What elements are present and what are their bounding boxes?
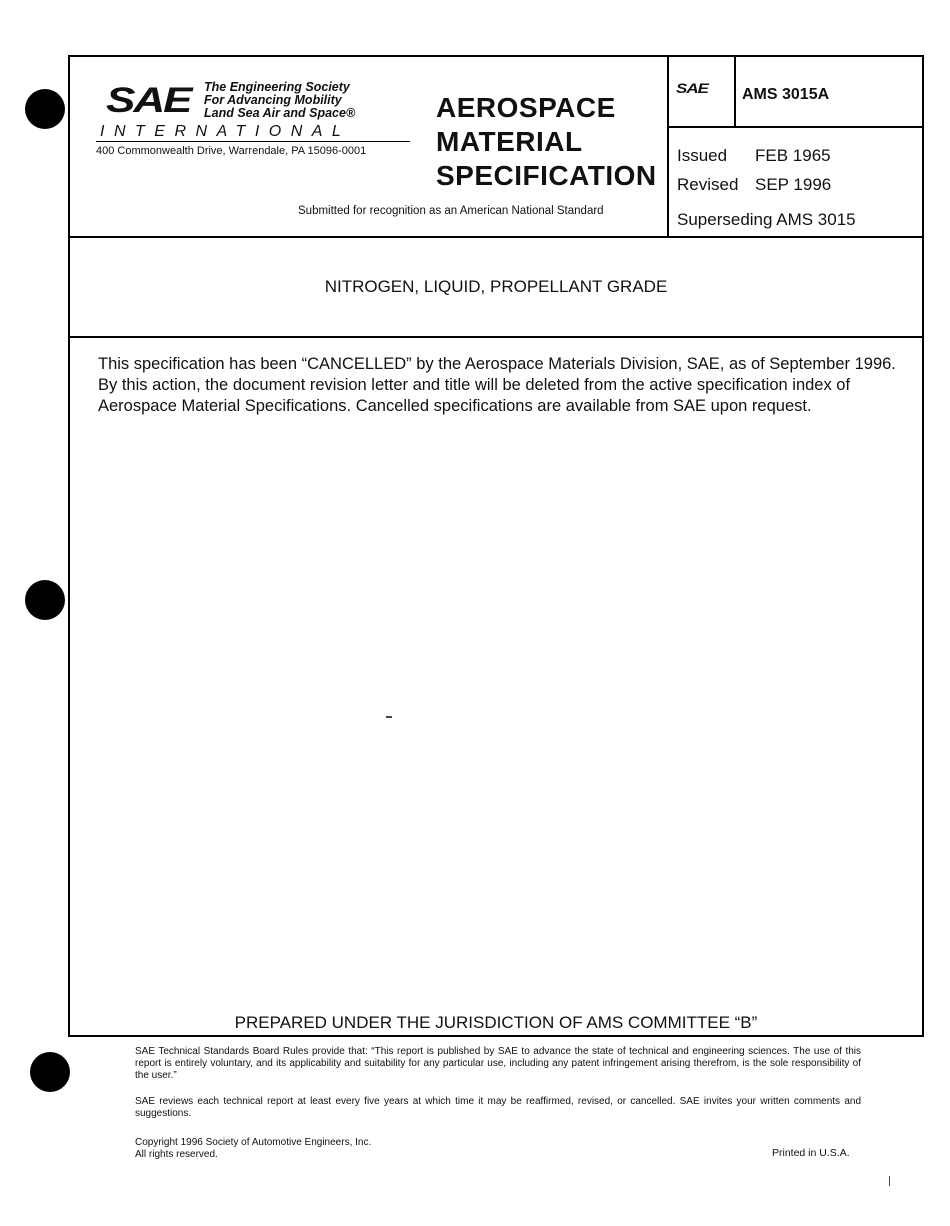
info-box-divider xyxy=(667,57,669,237)
scan-speck xyxy=(386,716,392,718)
cancellation-notice: This specification has been “CANCELLED” by the Aerospace Materials Division, SAE, as of September 1996. By this action, the document revision letter and title will be deleted from the active specification index of Aerospace Material Specifications. Cancelled specifications are available from SAE upon request. xyxy=(98,355,896,415)
issued-row: Issued FEB 1965 xyxy=(677,146,831,165)
issue-dates xyxy=(677,141,831,199)
superseding-note: Superseding AMS 3015 xyxy=(677,210,856,229)
document-type-title: AEROSPACE MATERIAL SPECIFICATION xyxy=(436,92,657,191)
info-box-rule xyxy=(667,126,922,128)
sae-tagline: The Engineering Society For Advancing Mobility Land Sea Air and Space® xyxy=(204,80,356,120)
footer-rules: SAE Technical Standards Board Rules provide that: “This report is published by SAE to advance the state of technical and engineering sciences. The use of this report is entirely voluntary, and its applicability and suitability for any particular use, including any patent infringement arising therefrom, is the sole responsibility of the user.” xyxy=(135,1046,861,1081)
submitted-note: Submitted for recognition as an American National Standard xyxy=(298,205,604,217)
subject-bottom-rule xyxy=(70,336,922,338)
sae-international: INTERNATIONAL xyxy=(100,123,351,140)
punch-hole-top xyxy=(25,89,65,129)
printed-in: Printed in U.S.A. xyxy=(772,1147,850,1159)
small-sae-logo: SAE xyxy=(676,81,708,97)
address-rule xyxy=(96,141,410,142)
document-subject: NITROGEN, LIQUID, PROPELLANT GRADE xyxy=(324,277,668,296)
sae-logo-mark: SAE xyxy=(106,81,191,121)
sae-address: 400 Commonwealth Drive, Warrendale, PA 15096-0001 xyxy=(96,145,367,157)
footer-review: SAE reviews each technical report at least every five years at which time it may be reaffirmed, revised, or cancelled. SAE invites your written comments and suggestions. xyxy=(135,1096,861,1119)
punch-hole-middle xyxy=(25,580,65,620)
footer-copyright: Copyright 1996 Society of Automotive Engineers, Inc. All rights reserved. xyxy=(135,1137,372,1160)
revised-row: Revised SEP 1996 xyxy=(677,175,832,194)
logo-cell-divider xyxy=(734,57,736,127)
scan-speck xyxy=(889,1176,890,1186)
committee-jurisdiction: PREPARED UNDER THE JURISDICTION OF AMS COMMITTEE “B” xyxy=(234,1013,758,1032)
document-frame xyxy=(68,55,924,1037)
ams-number: AMS 3015A xyxy=(742,86,830,103)
punch-hole-bottom xyxy=(30,1052,70,1092)
header-bottom-rule xyxy=(70,236,922,238)
